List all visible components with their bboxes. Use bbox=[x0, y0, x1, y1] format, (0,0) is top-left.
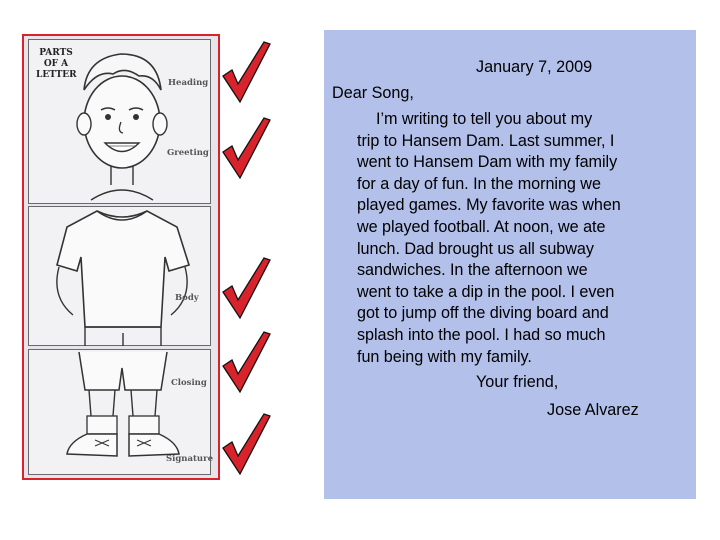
letter-body-line: trip to Hansem Dam. Last summer, I bbox=[357, 131, 615, 150]
poster-title-line-1: PARTS bbox=[39, 48, 73, 58]
letter-body-line: I’m writing to tell you about my bbox=[376, 110, 593, 128]
checkmark-icon bbox=[220, 40, 272, 104]
checkmark-icon bbox=[220, 116, 272, 180]
letter-body-line: lunch. Dad brought us all subway bbox=[357, 239, 594, 258]
letter-body-line: fun being with my family. bbox=[357, 347, 532, 366]
letter-date: January 7, 2009 bbox=[476, 58, 593, 76]
letter-body-line: went to Hansem Dam with my family bbox=[357, 153, 618, 172]
poster-title bbox=[36, 48, 76, 81]
parts-of-a-letter-poster bbox=[22, 34, 220, 480]
poster-panel-legs bbox=[28, 349, 211, 475]
label-greeting: Greeting bbox=[167, 148, 209, 158]
checkmark-icon bbox=[220, 412, 272, 476]
letter-closing: Your friend, bbox=[476, 373, 559, 391]
label-heading: Heading bbox=[168, 78, 209, 88]
letter-body-line: went to take a dip in the pool. I even bbox=[357, 282, 615, 301]
letter-greeting: Dear Song, bbox=[332, 84, 414, 102]
poster-title-line-3: LETTER bbox=[36, 70, 77, 80]
letter-body-line: for a day of fun. In the morning we bbox=[357, 174, 601, 193]
label-body: Body bbox=[175, 293, 199, 303]
boy-shirt-illustration bbox=[29, 207, 212, 347]
letter-body-line: played games. My favorite was when bbox=[357, 196, 621, 215]
letter-body-line: sandwiches. In the afternoon we bbox=[357, 261, 588, 280]
letter-body bbox=[357, 109, 697, 368]
sample-letter bbox=[324, 30, 696, 499]
checkmark-icon bbox=[220, 256, 272, 320]
letter-body-line: got to jump off the diving board and bbox=[357, 304, 609, 323]
label-signature: Signature bbox=[166, 454, 213, 464]
letter-signature: Jose Alvarez bbox=[547, 401, 639, 419]
label-closing: Closing bbox=[171, 378, 207, 388]
poster-title-line-2: OF A bbox=[43, 59, 69, 69]
checkmark-icon bbox=[220, 330, 272, 394]
letter-body-line: we played football. At noon, we ate bbox=[357, 217, 606, 236]
poster-panel-body bbox=[28, 206, 211, 346]
poster-board bbox=[24, 36, 218, 478]
letter-body-line: splash into the pool. I had so much bbox=[357, 325, 606, 344]
poster-panel-head bbox=[28, 39, 211, 204]
